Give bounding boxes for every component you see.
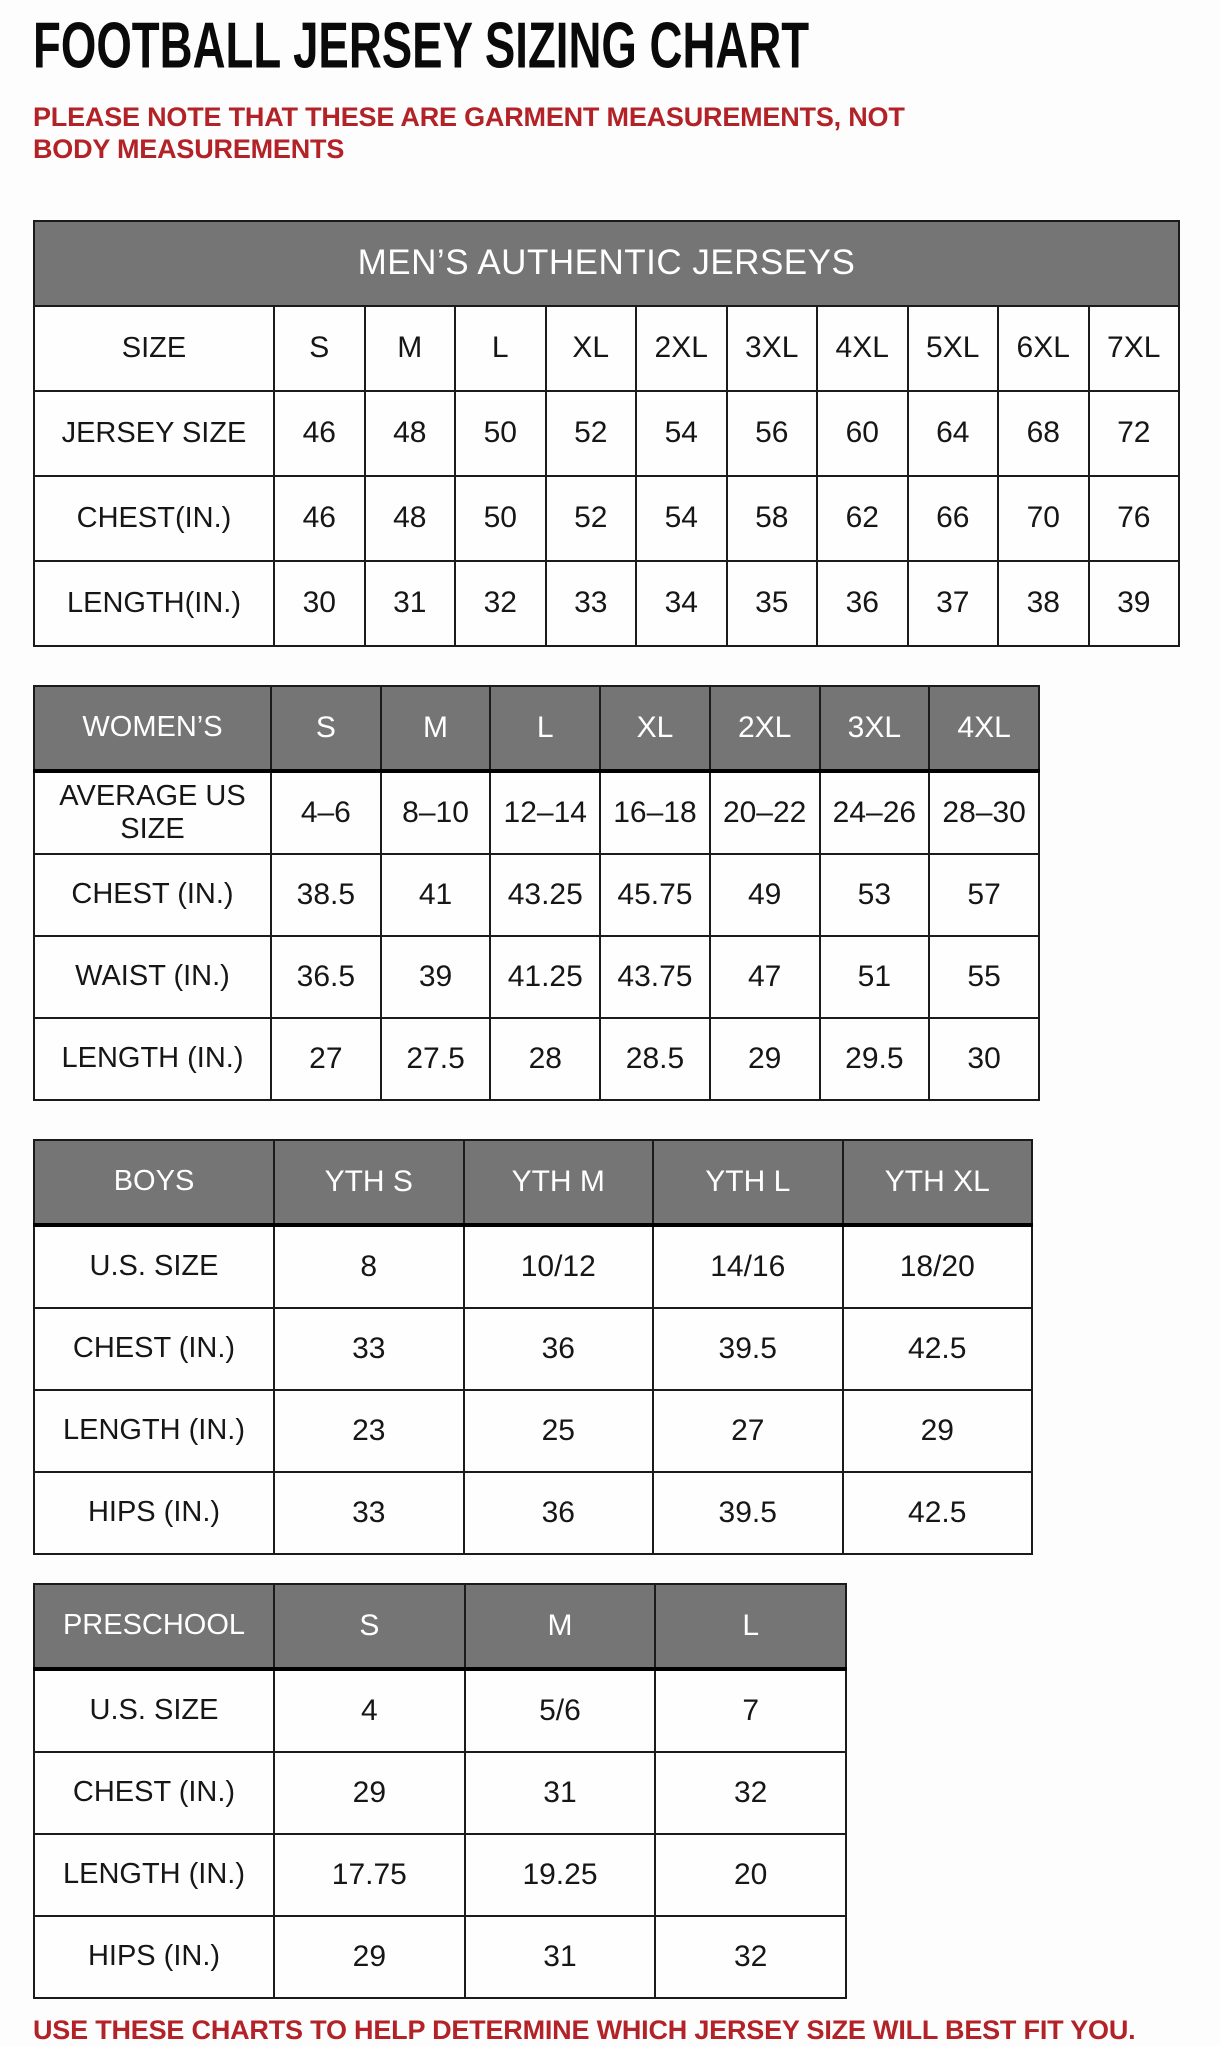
value-cell: 27	[653, 1390, 843, 1472]
row-label-length: LENGTH (IN.)	[34, 1834, 274, 1916]
row-label-hips: HIPS (IN.)	[34, 1916, 274, 1998]
value-cell: 54	[636, 476, 727, 561]
value-cell: 39	[1089, 561, 1180, 646]
value-cell: 36	[464, 1472, 654, 1554]
value-cell: 33	[274, 1308, 464, 1390]
value-cell: 45.75	[600, 854, 710, 936]
value-cell: 50	[455, 476, 546, 561]
value-cell: 51	[820, 936, 930, 1018]
row-label-chest: CHEST (IN.)	[34, 854, 271, 936]
value-cell: 68	[998, 391, 1089, 476]
value-cell: 60	[817, 391, 908, 476]
garment-measurements-note: PLEASE NOTE THAT THESE ARE GARMENT MEASUREMENTS, NOT BODY MEASUREMENTS	[33, 102, 905, 164]
value-cell: 35	[727, 561, 818, 646]
value-cell: 19.25	[465, 1834, 656, 1916]
table-row	[34, 1916, 846, 1998]
fit-advice-note: USE THESE CHARTS TO HELP DETERMINE WHICH JERSEY SIZE WILL BEST FIT YOU.	[33, 2014, 1136, 2045]
boys-sizing-table	[33, 1139, 1033, 1555]
value-cell: 42.5	[843, 1308, 1033, 1390]
table-row	[34, 561, 1179, 646]
value-cell: 28.5	[600, 1018, 710, 1100]
size-header-cell: YTH L	[653, 1140, 843, 1225]
value-cell: 8	[274, 1225, 464, 1308]
value-cell: 43.25	[490, 854, 600, 936]
value-cell: 14/16	[653, 1225, 843, 1308]
header-row	[34, 1584, 846, 1669]
value-cell: 17.75	[274, 1834, 465, 1916]
value-cell: 46	[274, 476, 365, 561]
size-cell: 6XL	[998, 306, 1089, 391]
value-cell: 72	[1089, 391, 1180, 476]
size-cell: 2XL	[636, 306, 727, 391]
table-row	[34, 1834, 846, 1916]
value-cell: 39.5	[653, 1308, 843, 1390]
value-cell: 36	[817, 561, 908, 646]
header-row	[34, 1140, 1032, 1225]
row-label-chest: CHEST(IN.)	[34, 476, 274, 561]
size-cell: 3XL	[727, 306, 818, 391]
size-header-cell: L	[490, 686, 600, 771]
value-cell: 32	[455, 561, 546, 646]
value-cell: 36.5	[271, 936, 381, 1018]
value-cell: 16–18	[600, 771, 710, 854]
preschool-sizing-table	[33, 1583, 847, 1999]
size-header-cell: S	[274, 1584, 465, 1669]
size-cell: 5XL	[908, 306, 999, 391]
value-cell: 29	[710, 1018, 820, 1100]
size-header-cell: YTH XL	[843, 1140, 1033, 1225]
row-label-hips: HIPS (IN.)	[34, 1472, 274, 1554]
value-cell: 7	[655, 1669, 846, 1752]
value-cell: 29	[274, 1752, 465, 1834]
value-cell: 42.5	[843, 1472, 1033, 1554]
value-cell: 34	[636, 561, 727, 646]
value-cell: 4–6	[271, 771, 381, 854]
value-cell: 41.25	[490, 936, 600, 1018]
value-cell: 28	[490, 1018, 600, 1100]
value-cell: 33	[546, 561, 637, 646]
value-cell: 30	[929, 1018, 1039, 1100]
value-cell: 38	[998, 561, 1089, 646]
value-cell: 29	[843, 1390, 1033, 1472]
value-cell: 62	[817, 476, 908, 561]
value-cell: 53	[820, 854, 930, 936]
preschool-table-header: PRESCHOOL	[34, 1584, 274, 1669]
row-label-size: SIZE	[34, 306, 274, 391]
value-cell: 36	[464, 1308, 654, 1390]
table-row	[34, 1308, 1032, 1390]
size-cell: L	[455, 306, 546, 391]
value-cell: 32	[655, 1752, 846, 1834]
value-cell: 37	[908, 561, 999, 646]
value-cell: 39	[381, 936, 491, 1018]
row-label-chest: CHEST (IN.)	[34, 1308, 274, 1390]
value-cell: 27	[271, 1018, 381, 1100]
value-cell: 12–14	[490, 771, 600, 854]
table-row	[34, 306, 1179, 391]
row-label-chest: CHEST (IN.)	[34, 1752, 274, 1834]
size-header-cell: YTH S	[274, 1140, 464, 1225]
size-header-cell: L	[655, 1584, 846, 1669]
table-row	[34, 1225, 1032, 1308]
value-cell: 32	[655, 1916, 846, 1998]
row-label-length: LENGTH (IN.)	[34, 1018, 271, 1100]
table-row	[34, 936, 1039, 1018]
value-cell: 52	[546, 476, 637, 561]
boys-table-header: BOYS	[34, 1140, 274, 1225]
value-cell: 31	[365, 561, 456, 646]
table-row	[34, 1752, 846, 1834]
table-row	[34, 391, 1179, 476]
row-label-us-size: U.S. SIZE	[34, 1225, 274, 1308]
value-cell: 29.5	[820, 1018, 930, 1100]
mens-table-banner: MEN’S AUTHENTIC JERSEYS	[34, 221, 1179, 306]
size-header-cell: S	[271, 686, 381, 771]
value-cell: 20–22	[710, 771, 820, 854]
size-cell: XL	[546, 306, 637, 391]
value-cell: 29	[274, 1916, 465, 1998]
table-row	[34, 1390, 1032, 1472]
value-cell: 66	[908, 476, 999, 561]
value-cell: 30	[274, 561, 365, 646]
size-cell: S	[274, 306, 365, 391]
womens-table-header: WOMEN’S	[34, 686, 271, 771]
value-cell: 56	[727, 391, 818, 476]
value-cell: 48	[365, 391, 456, 476]
value-cell: 23	[274, 1390, 464, 1472]
table-row	[34, 476, 1179, 561]
mens-banner-row	[34, 221, 1179, 306]
value-cell: 31	[465, 1916, 656, 1998]
size-header-cell: 2XL	[710, 686, 820, 771]
header-row	[34, 686, 1039, 771]
size-header-cell: M	[381, 686, 491, 771]
womens-sizing-table	[33, 685, 1040, 1101]
size-cell: M	[365, 306, 456, 391]
table-row	[34, 1472, 1032, 1554]
value-cell: 20	[655, 1834, 846, 1916]
value-cell: 8–10	[381, 771, 491, 854]
page-title	[33, 9, 1220, 88]
row-label-average-us-size: AVERAGE US SIZE	[34, 771, 271, 854]
size-header-cell: 4XL	[929, 686, 1039, 771]
table-row	[34, 854, 1039, 936]
size-header-cell: YTH M	[464, 1140, 654, 1225]
value-cell: 70	[998, 476, 1089, 561]
size-cell: 4XL	[817, 306, 908, 391]
value-cell: 64	[908, 391, 999, 476]
size-header-cell: M	[465, 1584, 656, 1669]
size-header-cell: 3XL	[820, 686, 930, 771]
value-cell: 41	[381, 854, 491, 936]
size-header-cell: XL	[600, 686, 710, 771]
value-cell: 55	[929, 936, 1039, 1018]
page-title-text: FOOTBALL JERSEY SIZING CHART	[33, 9, 810, 83]
value-cell: 5/6	[465, 1669, 656, 1752]
value-cell: 10/12	[464, 1225, 654, 1308]
row-label-waist: WAIST (IN.)	[34, 936, 271, 1018]
value-cell: 25	[464, 1390, 654, 1472]
value-cell: 18/20	[843, 1225, 1033, 1308]
value-cell: 76	[1089, 476, 1180, 561]
value-cell: 33	[274, 1472, 464, 1554]
table-row	[34, 1669, 846, 1752]
value-cell: 38.5	[271, 854, 381, 936]
value-cell: 46	[274, 391, 365, 476]
row-label-length: LENGTH(IN.)	[34, 561, 274, 646]
value-cell: 49	[710, 854, 820, 936]
value-cell: 48	[365, 476, 456, 561]
value-cell: 50	[455, 391, 546, 476]
row-label-jersey-size: JERSEY SIZE	[34, 391, 274, 476]
value-cell: 43.75	[600, 936, 710, 1018]
value-cell: 31	[465, 1752, 656, 1834]
value-cell: 47	[710, 936, 820, 1018]
value-cell: 57	[929, 854, 1039, 936]
row-label-length: LENGTH (IN.)	[34, 1390, 274, 1472]
size-cell: 7XL	[1089, 306, 1180, 391]
value-cell: 54	[636, 391, 727, 476]
value-cell: 4	[274, 1669, 465, 1752]
value-cell: 39.5	[653, 1472, 843, 1554]
row-label-us-size: U.S. SIZE	[34, 1669, 274, 1752]
value-cell: 58	[727, 476, 818, 561]
table-row	[34, 771, 1039, 854]
value-cell: 27.5	[381, 1018, 491, 1100]
value-cell: 28–30	[929, 771, 1039, 854]
value-cell: 52	[546, 391, 637, 476]
mens-authentic-jerseys-table	[33, 220, 1180, 647]
table-row	[34, 1018, 1039, 1100]
value-cell: 24–26	[820, 771, 930, 854]
